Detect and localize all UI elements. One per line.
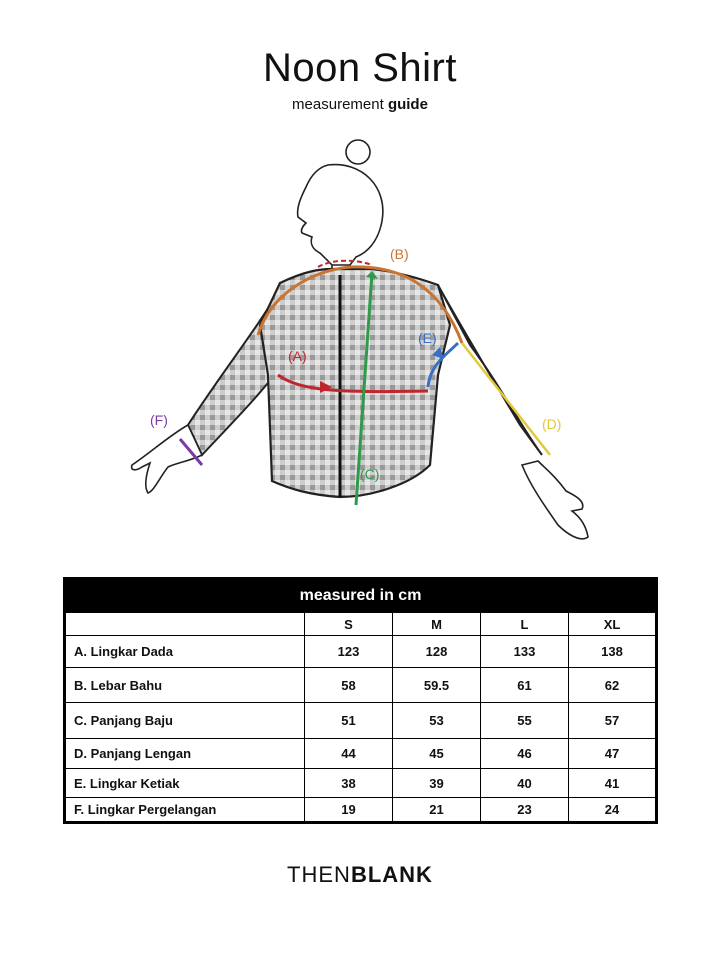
cell-value: 123: [305, 636, 393, 668]
cell-value: 38: [305, 769, 393, 798]
row-label: E. Lingkar Ketiak: [65, 769, 305, 798]
table-row: [65, 636, 657, 668]
cell-value: 45: [393, 739, 481, 769]
cell-value: 40: [481, 769, 569, 798]
cell-value: 61: [481, 668, 569, 703]
label-c: (C): [360, 466, 380, 482]
table-caption: measured in cm: [65, 579, 657, 613]
header-size-l: L: [481, 613, 569, 636]
cell-value: 51: [305, 703, 393, 739]
header-size-xl: XL: [569, 613, 657, 636]
table-caption-row: [65, 579, 657, 613]
measure-line-d: [462, 343, 550, 455]
subtitle-bold: guide: [387, 96, 428, 113]
cell-value: 24: [569, 798, 657, 823]
row-label: C. Panjang Baju: [65, 703, 305, 739]
cell-value: 62: [569, 668, 657, 703]
shirt-illustration: [110, 125, 610, 555]
cell-value: 55: [481, 703, 569, 739]
table-row: [65, 703, 657, 739]
head-sketch: [298, 140, 383, 275]
size-chart: [63, 577, 657, 824]
cell-value: 128: [393, 636, 481, 668]
table-header-row: [65, 613, 657, 636]
header-size-s: S: [305, 613, 393, 636]
cell-value: 21: [393, 798, 481, 823]
label-a: (A): [288, 348, 307, 364]
header-size-m: M: [393, 613, 481, 636]
cell-value: 57: [569, 703, 657, 739]
brand-logo-bold: BLANK: [350, 862, 433, 887]
cell-value: 39: [393, 769, 481, 798]
cell-value: 19: [305, 798, 393, 823]
right-arm-sketch: [438, 285, 588, 539]
label-d: (D): [542, 416, 562, 432]
table-row: [65, 798, 657, 823]
cell-value: 133: [481, 636, 569, 668]
cell-value: 53: [393, 703, 481, 739]
cell-value: 23: [481, 798, 569, 823]
row-label: D. Panjang Lengan: [65, 739, 305, 769]
label-e: (E): [418, 330, 437, 346]
table-row: [65, 769, 657, 798]
shirt-body: [260, 269, 450, 497]
subtitle-light: measurement: [292, 96, 384, 113]
row-label: B. Lebar Bahu: [65, 668, 305, 703]
label-f: (F): [150, 412, 168, 428]
cell-value: 47: [569, 739, 657, 769]
left-arm-sketch: [132, 285, 282, 493]
cell-value: 59.5: [393, 668, 481, 703]
table-row: [65, 739, 657, 769]
cell-value: 138: [569, 636, 657, 668]
size-table: [63, 577, 658, 824]
cell-value: 46: [481, 739, 569, 769]
row-label: F. Lingkar Pergelangan: [65, 798, 305, 823]
header-blank: [65, 613, 305, 636]
table-row: [65, 668, 657, 703]
page-title: Noon Shirt: [263, 46, 457, 90]
cell-value: 58: [305, 668, 393, 703]
brand-logo: [0, 862, 720, 888]
cell-value: 41: [569, 769, 657, 798]
brand-logo-light: THEN: [287, 862, 351, 887]
cell-value: 44: [305, 739, 393, 769]
label-b: (B): [390, 246, 409, 262]
page-subtitle: [0, 96, 720, 113]
row-label: A. Lingkar Dada: [65, 636, 305, 668]
